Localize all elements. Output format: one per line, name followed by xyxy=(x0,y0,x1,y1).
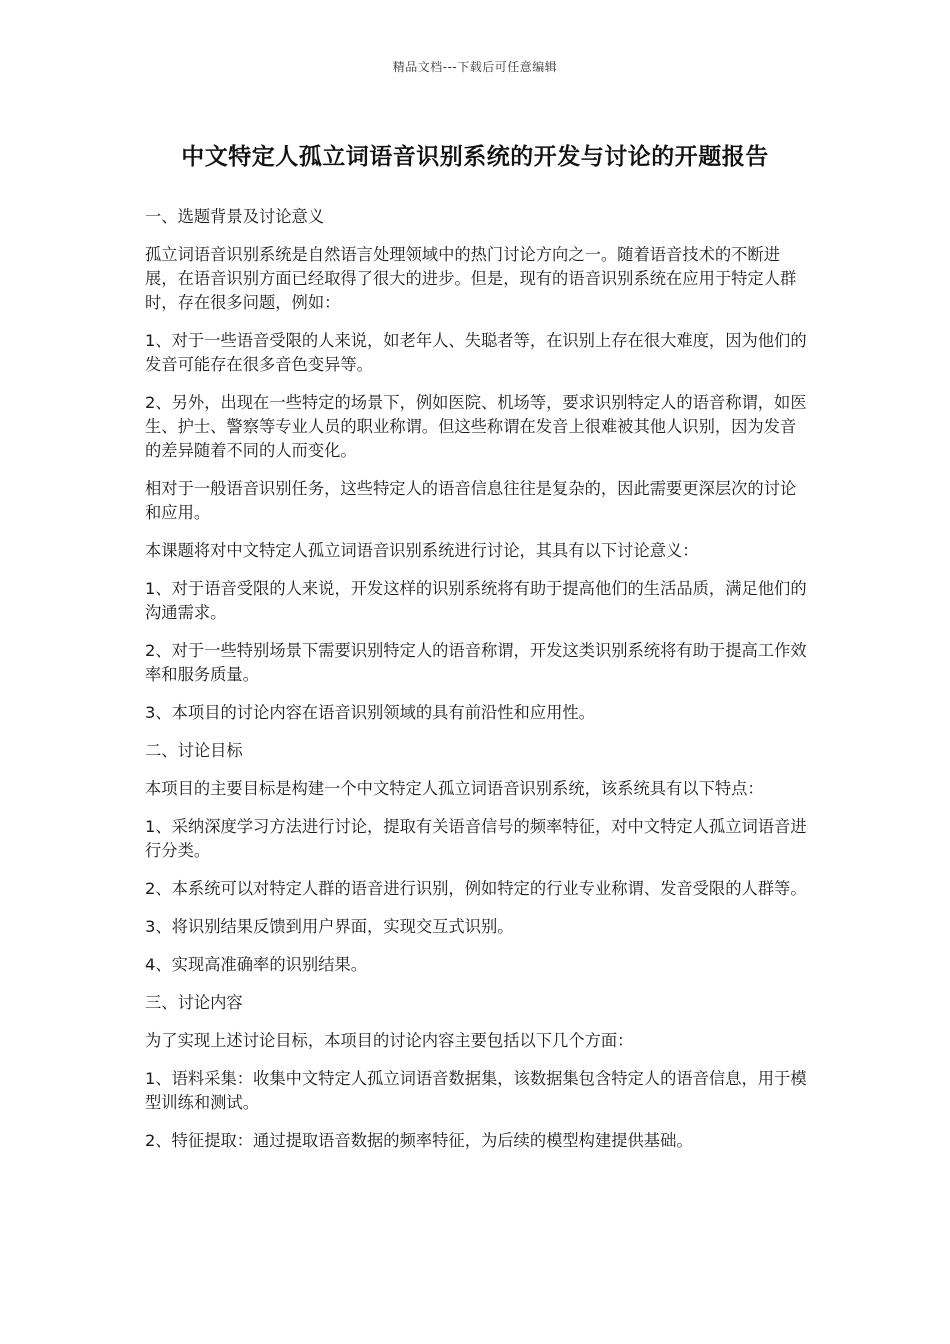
paragraph: 4、实现高准确率的识别结果。 xyxy=(145,955,368,974)
paragraph: 相对于一般语音识别任务，这些特定人的语音信息往往是复杂的，因此需要更深层次的讨论和应用。 xyxy=(145,479,797,522)
paragraph: 2、特征提取：通过提取语音数据的频率特征，为后续的模型构建提供基础。 xyxy=(145,1131,693,1150)
document-body xyxy=(145,205,810,1167)
paragraph: 1、对于语音受限的人来说，开发这样的识别系统将有助于提高他们的生活品质，满足他们的沟通需求。 xyxy=(145,579,807,622)
paragraph: 本项目的主要目标是构建一个中文特定人孤立词语音识别系统，该系统具有以下特点： xyxy=(145,779,764,798)
paragraph: 2、另外，出现在一些特定的场景下，例如医院、机场等，要求识别特定人的语音称谓，如医生、护士、警察等专业人员的职业称谓。但这些称谓在发音上很难被其他人识别，因为发音的差异随着不同的人而变化。 xyxy=(145,393,807,460)
paragraph: 1、采纳深度学习方法进行讨论，提取有关语音信号的频率特征，对中文特定人孤立词语音进行分类。 xyxy=(145,817,807,860)
paragraph: 3、本项目的讨论内容在语音识别领域的具有前沿性和应用性。 xyxy=(145,703,595,722)
paragraph: 为了实现上述讨论目标，本项目的讨论内容主要包括以下几个方面： xyxy=(145,1031,634,1050)
section-heading: 一、选题背景及讨论意义 xyxy=(145,207,325,226)
section-heading: 二、讨论目标 xyxy=(145,741,243,760)
paragraph: 2、对于一些特别场景下需要识别特定人的语音称谓，开发这类识别系统将有助于提高工作效率和服务质量。 xyxy=(145,641,807,684)
paragraph: 3、将识别结果反馈到用户界面，实现交互式识别。 xyxy=(145,917,514,936)
paragraph: 1、语料采集：收集中文特定人孤立词语音数据集，该数据集包含特定人的语音信息，用于模型训练和测试。 xyxy=(145,1069,807,1112)
paragraph: 孤立词语音识别系统是自然语言处理领域中的热门讨论方向之一。随着语音技术的不断进展，在语音识别方面已经取得了很大的进步。但是，现有的语音识别系统在应用于特定人群时，存在很多问题，例如： xyxy=(145,245,797,312)
paragraph: 1、对于一些语音受限的人来说，如老年人、失聪者等，在识别上存在很大难度，因为他们的发音可能存在很多音色变异等。 xyxy=(145,331,807,374)
paragraph: 本课题将对中文特定人孤立词语音识别系统进行讨论，其具有以下讨论意义： xyxy=(145,541,699,560)
paragraph: 2、本系统可以对特定人群的语音进行识别，例如特定的行业专业称谓、发音受限的人群等。 xyxy=(145,879,807,898)
page-header: 精品文档---下载后可任意编辑 xyxy=(392,60,558,74)
section-heading: 三、讨论内容 xyxy=(145,993,243,1012)
document-title: 中文特定人孤立词语音识别系统的开发与讨论的开题报告 xyxy=(181,144,769,170)
